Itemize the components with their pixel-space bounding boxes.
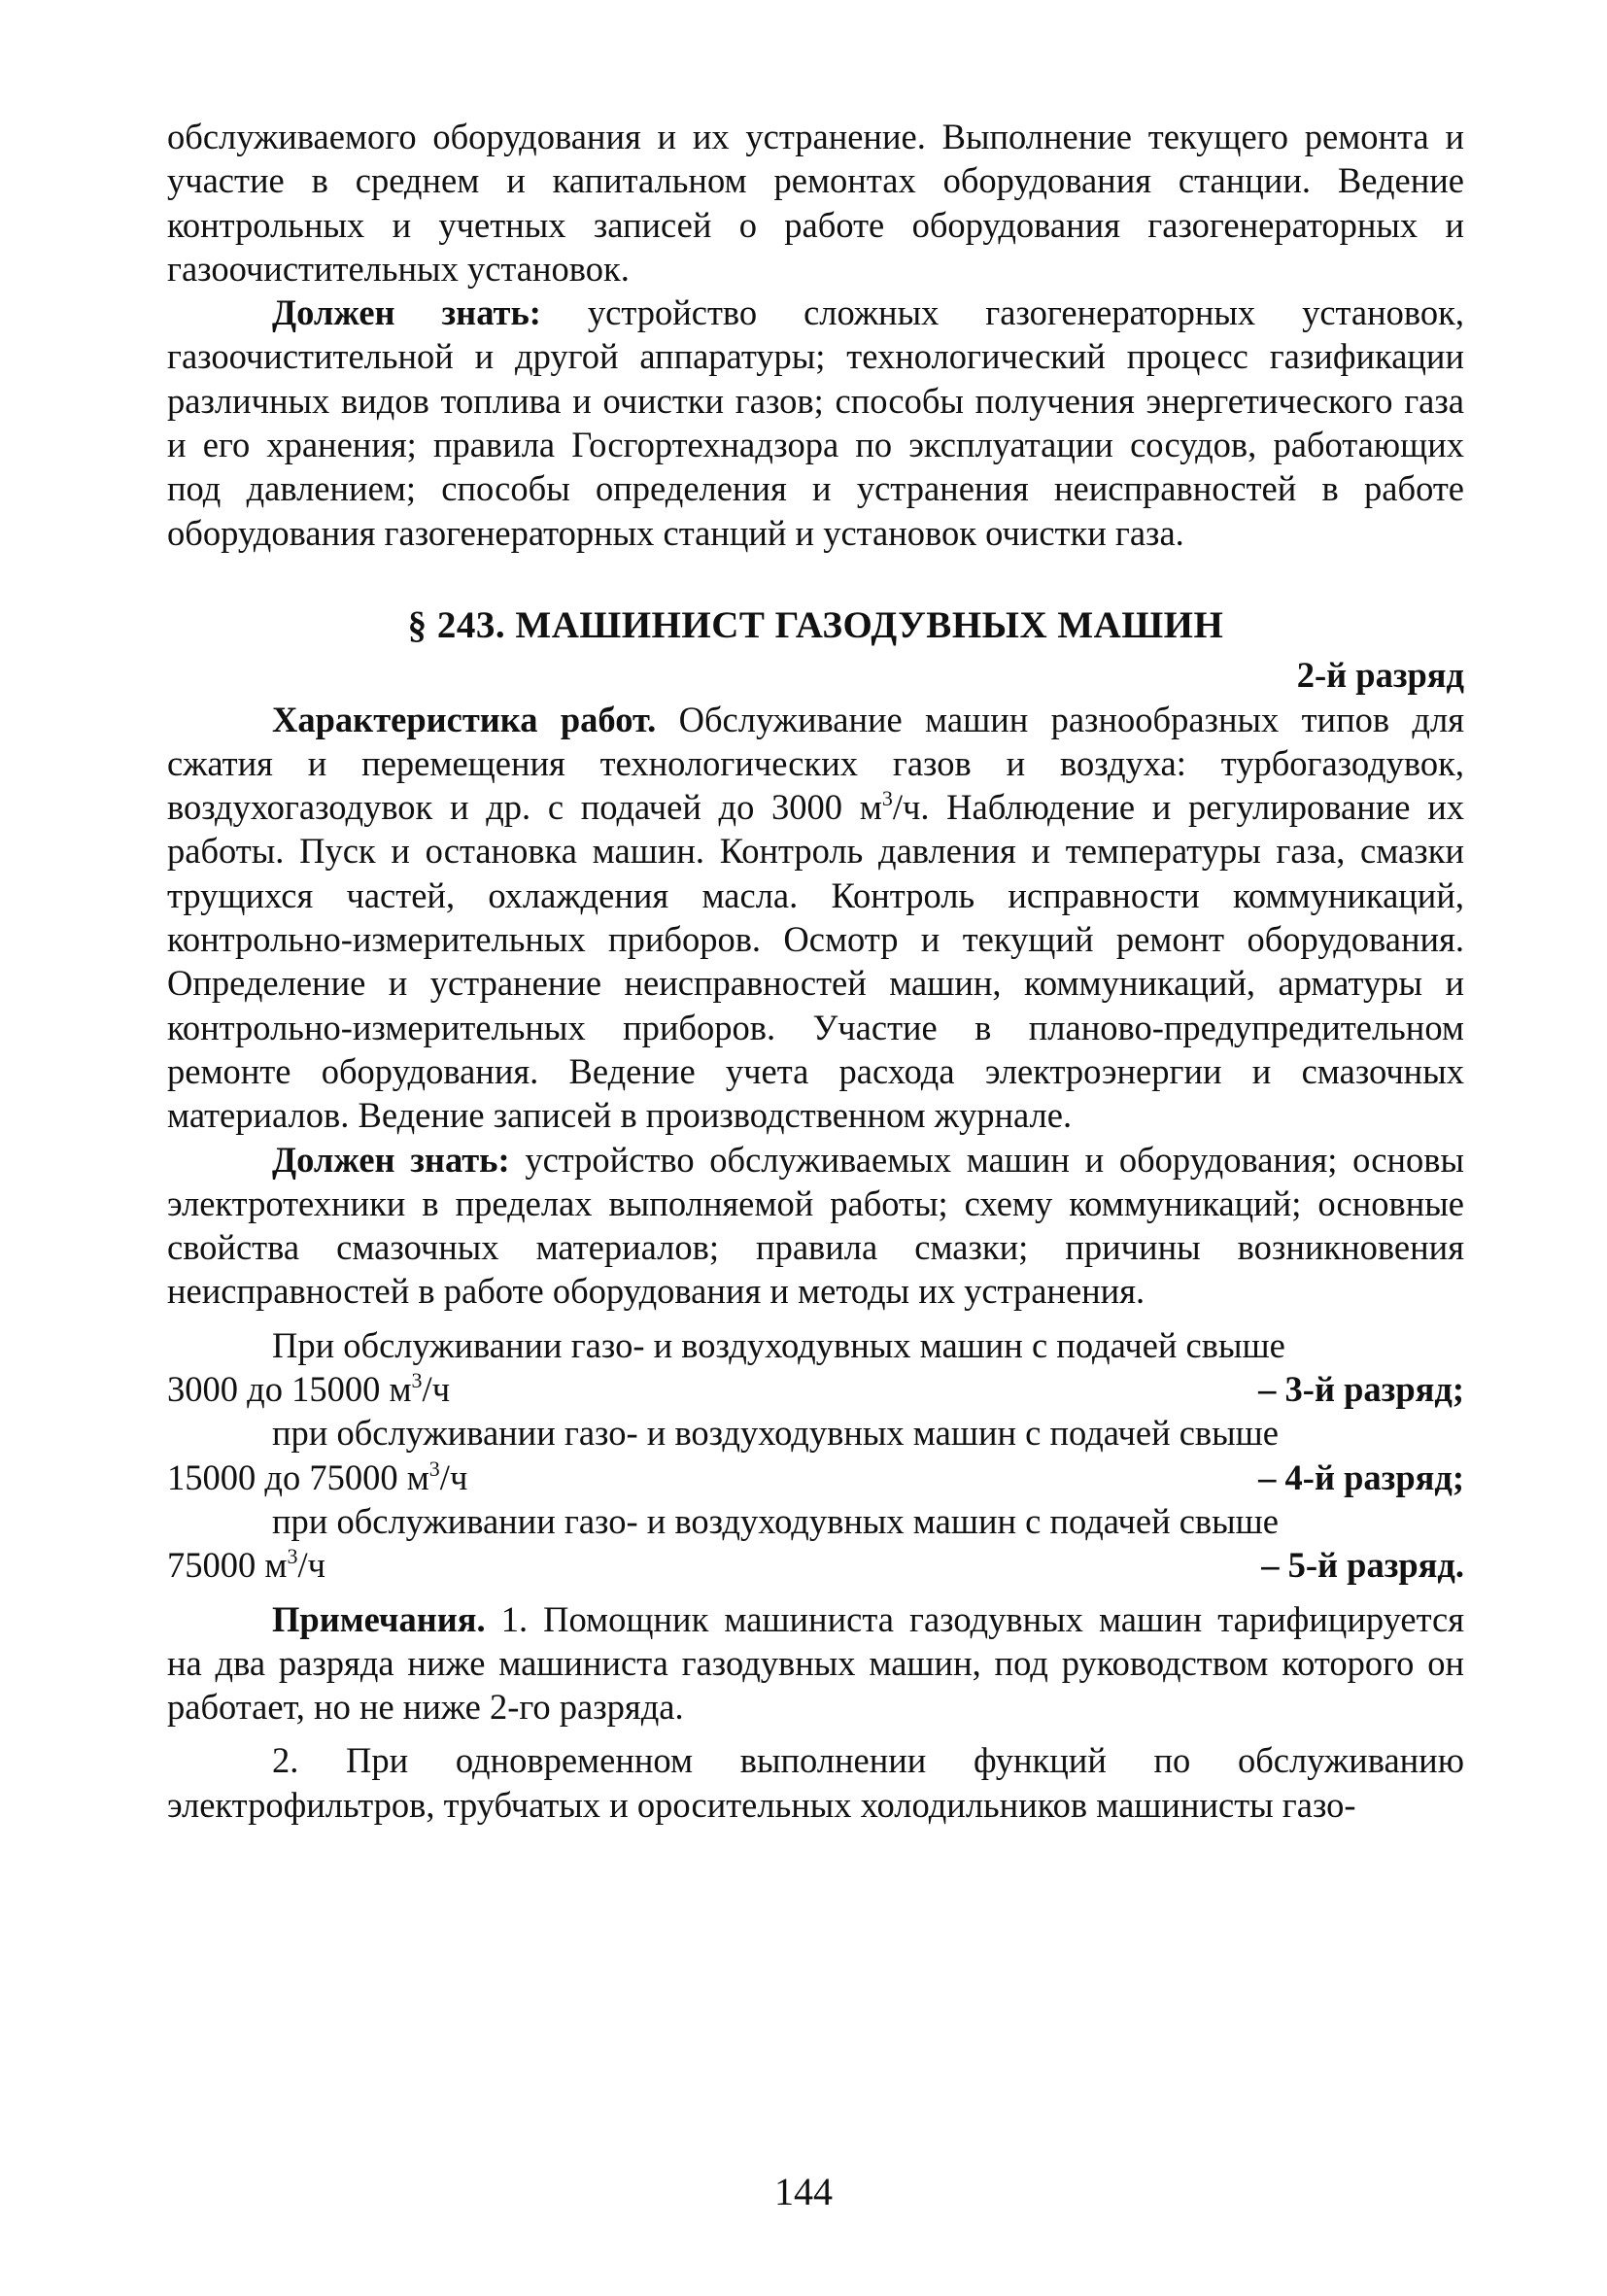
grade-rank: – 4-й разряд; xyxy=(1258,1456,1464,1497)
paragraph-characteristics xyxy=(167,698,1464,1138)
paragraph-notes xyxy=(167,1597,1464,1730)
grade-block xyxy=(167,1499,1464,1588)
grade-block xyxy=(167,1411,1464,1499)
characteristics-label: Характеристика работ. xyxy=(272,699,657,739)
grade-rank: – 5-й разряд. xyxy=(1261,1545,1464,1586)
characteristics-text-b: /ч. Наблюдение и регулирование их работы. Пуск и остановка машин. Контроль давления и температуры газа, смазки трущихся частей, охлаждения масла. Контроль исправности коммуникаций, контрольно-измерительных приборов. Осмотр и текущий ремонт оборудования. Определение и устранение неисправностей машин, коммуникаций, арматуры и контрольно-измерительных приборов. Участие в планово-предупредительном ремонте оборудования. Ведение учета расхода электроэнергии и смазочных материалов. Ведение записей в производственном журнале. xyxy=(167,787,1464,1136)
grade-value: 75000 $м^3/ч$ xyxy=(167,1544,325,1586)
grade-value: 15000 до 75000 $м^3/ч$ xyxy=(167,1456,468,1497)
notes-item-1: 1. Помощник машиниста газодувных машин тарифицируется на два разряда ниже машиниста газодувных машин, под руководством которого он работает, но не ниже 2-го разряда. xyxy=(167,1598,1464,1728)
superscript: 3 xyxy=(881,786,893,811)
notes-item-2: 2. При одновременном выполнении функций по обслуживанию электрофильтров, трубчатых и оросительных холодильников машинисты газо- xyxy=(167,1740,1464,1825)
grade-text: При обслуживании газо- и воздуходувных машин с подачей свыше xyxy=(272,1324,1285,1365)
should-know-label: Должен знать: xyxy=(272,292,541,333)
paragraph-intro: обслуживаемого оборудования и их устранение. Выполнение текущего ремонта и участие в среднем и капитальном ремонтах оборудования станции. Ведение контрольных и учетных записей о работе оборудования газогенераторных и газоочистительных установок. xyxy=(167,117,1464,289)
grade-text: при обслуживании газо- и воздуходувных машин с подачей свыше xyxy=(272,1500,1279,1541)
grade-block xyxy=(167,1323,1464,1412)
paragraph-should-know-2 xyxy=(167,1138,1464,1314)
characteristics-text-a: Обслуживание машин разнообразных типов для сжатия и перемещения технологических газов и воздуха: турбогазодувок, воздухогазодувок и др. с подачей до 3000 м xyxy=(167,699,1465,828)
should-know-label: Должен знать: xyxy=(272,1139,510,1180)
should-know-text: устройство сложных газогенераторных установок, газоочистительной и другой аппаратуры; технологический процесс газификации различных видов топлива и очистки газов; способы получения энергетического газа и его хранения; правила Госгортехнадзора по эксплуатации сосудов, работающих под давлением; способы определения и устранения неисправностей в работе оборудования газогенераторных станций и установок очистки газа. xyxy=(167,292,1464,553)
rank-heading: 2-й разряд xyxy=(1296,655,1464,696)
should-know-text: устройство обслуживаемых машин и оборудования; основы электротехники в пределах выполняемой работы; схему коммуникаций; основные свойства смазочных материалов; правила смазки; причины возникновения неисправностей в работе оборудования и методы их устранения. xyxy=(167,1139,1465,1312)
section-title: § 243. МАШИНИСТ ГАЗОДУВНЫХ МАШИН xyxy=(407,603,1224,646)
paragraph-should-know-1 xyxy=(167,291,1464,555)
page-body xyxy=(167,115,1464,1827)
grade-rank: – 3-й разряд; xyxy=(1258,1369,1464,1410)
grade-line xyxy=(167,1543,1464,1587)
notes-label: Примечания. xyxy=(272,1598,486,1639)
grade-value: 3000 до 15000 $м^3/ч$ xyxy=(167,1368,451,1410)
grade-text: при обслуживании газо- и воздуходувных машин с подачей свыше xyxy=(272,1413,1279,1454)
grade-line xyxy=(167,1456,1464,1499)
page-number: 144 xyxy=(774,2170,833,2213)
grade-line xyxy=(167,1367,1464,1411)
